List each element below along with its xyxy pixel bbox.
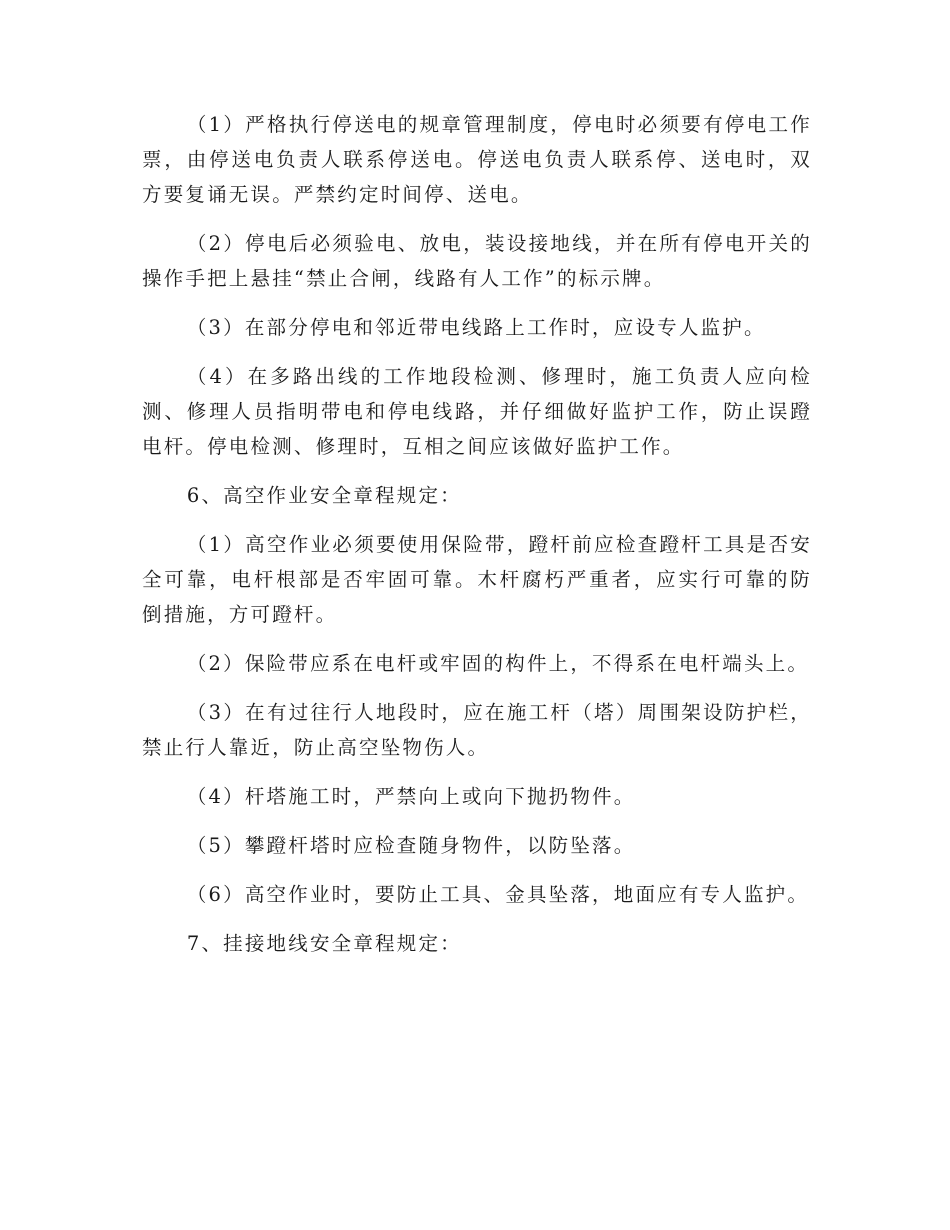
paragraph-item: （6）高空作业时，要防止工具、金具坠落，地面应有专人监护。	[186, 883, 810, 906]
paragraph-item: （2）停电后必须验电、放电，装设接地线，并在所有停电开关的操作手把上悬挂“禁止合闸，线路有人工作”的标示牌。	[142, 232, 812, 290]
paragraph-item: （4）在多路出线的工作地段检测、修理时，施工负责人应向检测、修理人员指明带电和停电线路，并仔细做好监护工作，防止误蹬电杆。停电检测、修理时，互相之间应该做好监护工作。	[142, 365, 812, 458]
paragraph-item: （5）攀蹬杆塔时应检查随身物件，以防坠落。	[186, 834, 636, 857]
document-body	[142, 107, 812, 975]
paragraph-item: （3）在部分停电和邻近带电线路上工作时，应设专人监护。	[186, 316, 766, 339]
paragraph-item: （4）杆塔施工时，严禁向上或向下抛扔物件。	[186, 785, 636, 808]
paragraph-item: （1）高空作业必须要使用保险带，蹬杆前应检查蹬杆工具是否安全可靠，电杆根部是否牢固可靠。木杆腐朽严重者，应实行可靠的防倒措施，方可蹬杆。	[142, 533, 812, 626]
section-heading: 7、挂接地线安全章程规定：	[186, 932, 462, 955]
paragraph-item: （1）严格执行停送电的规章管理制度，停电时必须要有停电工作票，由停送电负责人联系停送电。停送电负责人联系停、送电时，双方要复诵无误。严禁约定时间停、送电。	[142, 113, 812, 206]
section-heading: 6、高空作业安全章程规定：	[186, 484, 462, 507]
paragraph-item: （2）保险带应系在电杆或牢固的构件上，不得系在电杆端头上。	[186, 652, 810, 675]
paragraph-item: （3）在有过往行人地段时，应在施工杆（塔）周围架设防护栏，禁止行人靠近，防止高空坠物伤人。	[142, 701, 812, 759]
